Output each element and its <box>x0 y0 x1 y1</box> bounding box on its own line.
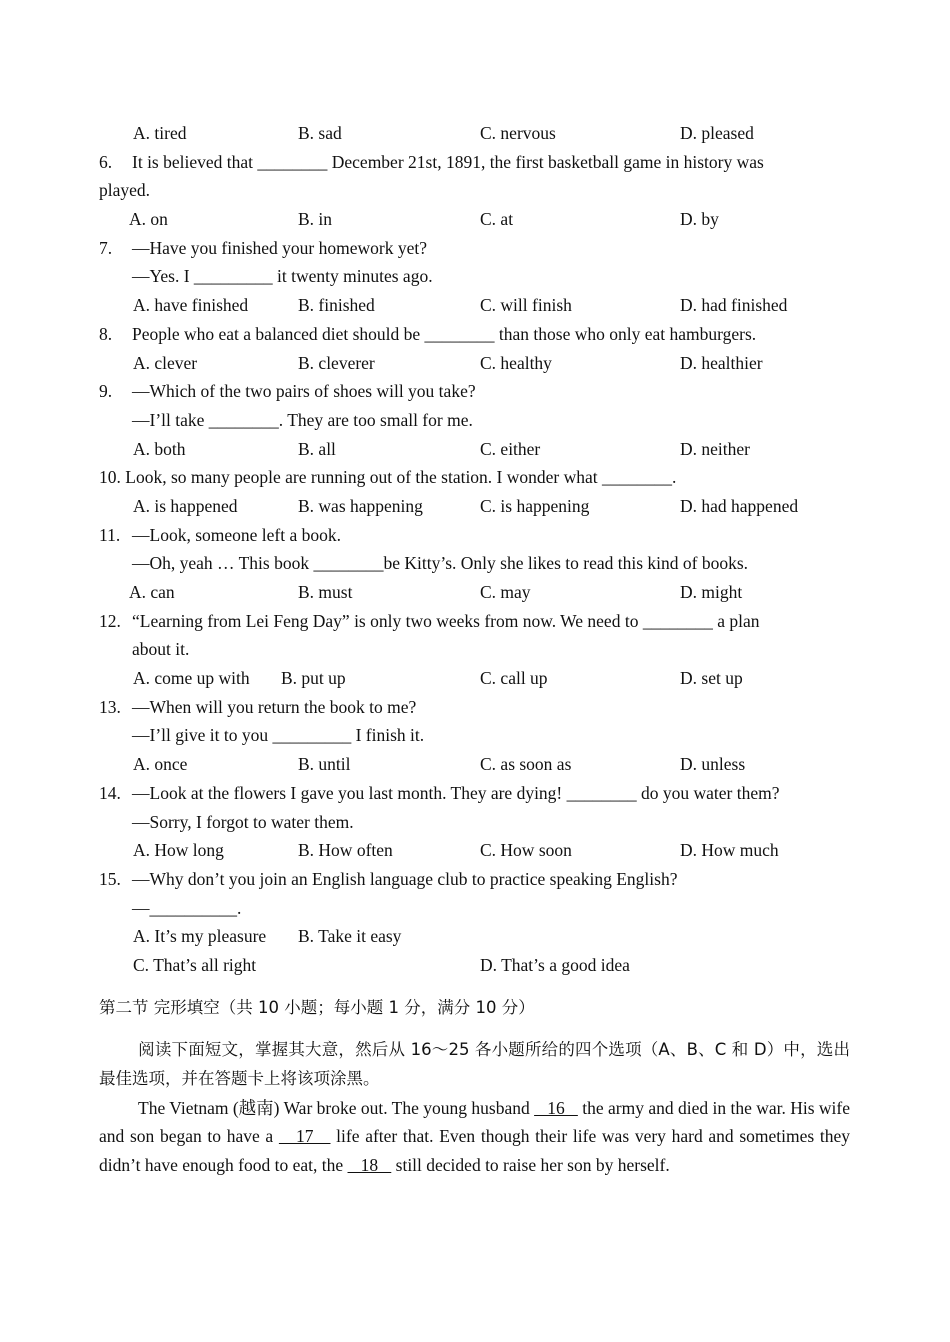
q7-text: —Have you finished your homework yet? <box>132 237 427 258</box>
blank-18: 18 <box>347 1155 392 1176</box>
q14-stem-cont <box>0 808 950 837</box>
q15-option-b: B. Take it easy <box>298 926 402 947</box>
spacer <box>0 980 950 994</box>
q8-options <box>0 349 950 378</box>
q9-option-d: D. neither <box>680 438 750 459</box>
q15-stem-cont <box>0 894 950 923</box>
q11-option-b: B. must <box>298 582 353 602</box>
q14-stem <box>0 779 950 808</box>
q9-option-a: A. both <box>133 438 186 459</box>
q7-stem-cont <box>0 262 950 291</box>
q14-option-b: B. How often <box>298 840 393 861</box>
q8-option-d: D. healthier <box>680 352 763 373</box>
q12-number: 12. <box>99 610 121 631</box>
q13-text: —When will you return the book to me? <box>132 696 417 717</box>
q11-number: 11. <box>99 524 121 545</box>
q10-stem <box>0 463 950 492</box>
q13-stem <box>0 693 950 722</box>
exam-page <box>0 119 950 1209</box>
q7-option-d: D. had finished <box>680 295 788 316</box>
q11-stem <box>0 521 950 550</box>
q15-number: 15. <box>99 868 121 889</box>
passage-seg3: life after that. Even though their life was very hard and sometimes they didn’t have enough food to eat, the <box>99 1126 850 1176</box>
q12-text-cont: about it. <box>132 639 190 660</box>
q6-options <box>0 205 950 234</box>
q5-option-c: C. nervous <box>480 123 556 143</box>
q12-stem-cont <box>0 635 950 664</box>
q13-options <box>0 750 950 779</box>
spacer <box>0 1022 950 1036</box>
q6-option-b: B. in <box>298 209 333 230</box>
q13-option-a: A. once <box>133 754 188 775</box>
q12-stem <box>0 607 950 636</box>
q15-option-d: D. That’s a good idea <box>480 954 630 975</box>
q8-number: 8. <box>99 323 113 344</box>
q6-option-a: A. on <box>129 209 168 230</box>
q10-option-d: D. had happened <box>680 495 799 516</box>
q14-option-d: D. How much <box>680 840 779 861</box>
q15-stem <box>0 865 950 894</box>
q7-text-cont: —Yes. I _________ it twenty minutes ago. <box>132 266 433 287</box>
q13-stem-cont <box>0 721 950 750</box>
q12-options <box>0 664 950 693</box>
q14-text-cont: —Sorry, I forgot to water them. <box>132 811 354 832</box>
q11-options <box>0 578 950 607</box>
q6-option-d: D. by <box>680 209 719 230</box>
q9-options <box>0 435 950 464</box>
q14-text: —Look at the flowers I gave you last month. They are dying! ________ do you water them? <box>132 782 780 803</box>
q13-option-c: C. as soon as <box>480 754 572 775</box>
section2-heading: 第二节 完形填空（共 10 小题；每小题 1 分，满分 10 分） <box>99 997 535 1017</box>
q13-number: 13. <box>99 696 121 717</box>
q9-number: 9. <box>99 381 113 402</box>
q6-option-c: C. at <box>480 209 514 230</box>
q14-option-a: A. How long <box>133 840 224 861</box>
q5-option-a: A. tired <box>133 123 187 143</box>
q8-option-a: A. clever <box>133 352 198 373</box>
q7-options <box>0 291 950 320</box>
q14-number: 14. <box>99 782 121 803</box>
q11-option-c: C. may <box>480 582 531 602</box>
cloze-passage-block <box>0 1094 950 1209</box>
q15-option-a: A. It’s my pleasure <box>133 926 267 947</box>
q6-text: It is believed that ________ December 21st, 1891, the first basketball game in history was <box>132 151 764 172</box>
q7-stem <box>0 234 950 263</box>
q5-option-b: B. sad <box>298 123 342 143</box>
q8-stem <box>0 320 950 349</box>
q10-option-b: B. was happening <box>298 495 423 516</box>
q13-option-b: B. until <box>298 754 351 775</box>
blank-17: 17 <box>278 1126 331 1147</box>
q9-stem-cont <box>0 406 950 435</box>
q14-option-c: C. How soon <box>480 840 572 861</box>
q9-option-b: B. all <box>298 438 336 459</box>
q15-text: —Why don’t you join an English language club to practice speaking English? <box>132 868 678 889</box>
q8-option-b: B. cleverer <box>298 352 375 373</box>
blank-16: 16 <box>534 1097 578 1118</box>
q9-option-c: C. either <box>480 438 541 459</box>
q8-text: People who eat a balanced diet should be ________ than those who only eat hamburgers. <box>132 323 757 344</box>
passage-seg1: The Vietnam (越南) War broke out. The young husband <box>138 1097 535 1118</box>
q6-stem-cont <box>0 176 950 205</box>
q12-option-b: B. put up <box>281 668 346 689</box>
q11-option-a: A. can <box>129 582 175 602</box>
q14-options <box>0 836 950 865</box>
q12-option-a: A. come up with <box>133 668 250 689</box>
q13-text-cont: —I’ll give it to you _________ I finish it. <box>132 725 425 746</box>
cloze-passage <box>99 1094 850 1180</box>
q6-stem <box>0 148 950 177</box>
q6-number: 6. <box>99 151 113 172</box>
passage-seg4: still decided to raise her son by herself. <box>391 1155 670 1176</box>
q15-option-c: C. That’s all right <box>133 954 257 975</box>
q7-option-b: B. finished <box>298 295 375 316</box>
q11-text: —Look, someone left a book. <box>132 524 341 545</box>
q11-stem-cont <box>0 549 950 578</box>
q10-option-c: C. is happening <box>480 495 590 516</box>
q12-option-c: C. call up <box>480 668 548 689</box>
q11-option-d: D. might <box>680 582 743 602</box>
section2-heading-row <box>0 994 950 1023</box>
q6-text-cont: played. <box>99 180 151 201</box>
q7-number: 7. <box>99 237 113 258</box>
passage-seg2: the army and died in the war. His wife and son began to have a <box>99 1097 851 1147</box>
q5-options <box>0 119 950 148</box>
q5-option-d: D. pleased <box>680 123 754 143</box>
q7-option-a: A. have finished <box>133 295 249 316</box>
q7-option-c: C. will finish <box>480 295 572 316</box>
q15-text-cont: —__________. <box>132 897 242 918</box>
q9-stem <box>0 377 950 406</box>
section2-instruction <box>99 1036 850 1093</box>
section2-instruction-text: 阅读下面短文，掌握其大意，然后从 16～25 各小题所给的四个选项（A、B、C 和 D）中，选出最佳选项，并在答题卡上将该项涂黑。 <box>99 1040 850 1089</box>
q8-option-c: C. healthy <box>480 352 552 373</box>
q15-options-row1 <box>0 922 950 951</box>
q11-text-cont: —Oh, yeah … This book ________be Kitty’s. Only she likes to read this kind of books. <box>132 553 749 574</box>
q10-option-a: A. is happened <box>133 495 238 516</box>
q12-option-d: D. set up <box>680 668 743 689</box>
q10-text: 10. Look, so many people are running out of the station. I wonder what ________. <box>99 467 677 488</box>
q12-text: “Learning from Lei Feng Day” is only two weeks from now. We need to ________ a plan <box>132 610 760 631</box>
section2-instruction-block <box>0 1036 950 1093</box>
q10-options <box>0 492 950 521</box>
q15-options-row2 <box>0 951 950 980</box>
q13-option-d: D. unless <box>680 754 746 775</box>
q9-text: —Which of the two pairs of shoes will you take? <box>132 381 476 402</box>
q9-text-cont: —I’ll take ________. They are too small for me. <box>132 409 473 430</box>
